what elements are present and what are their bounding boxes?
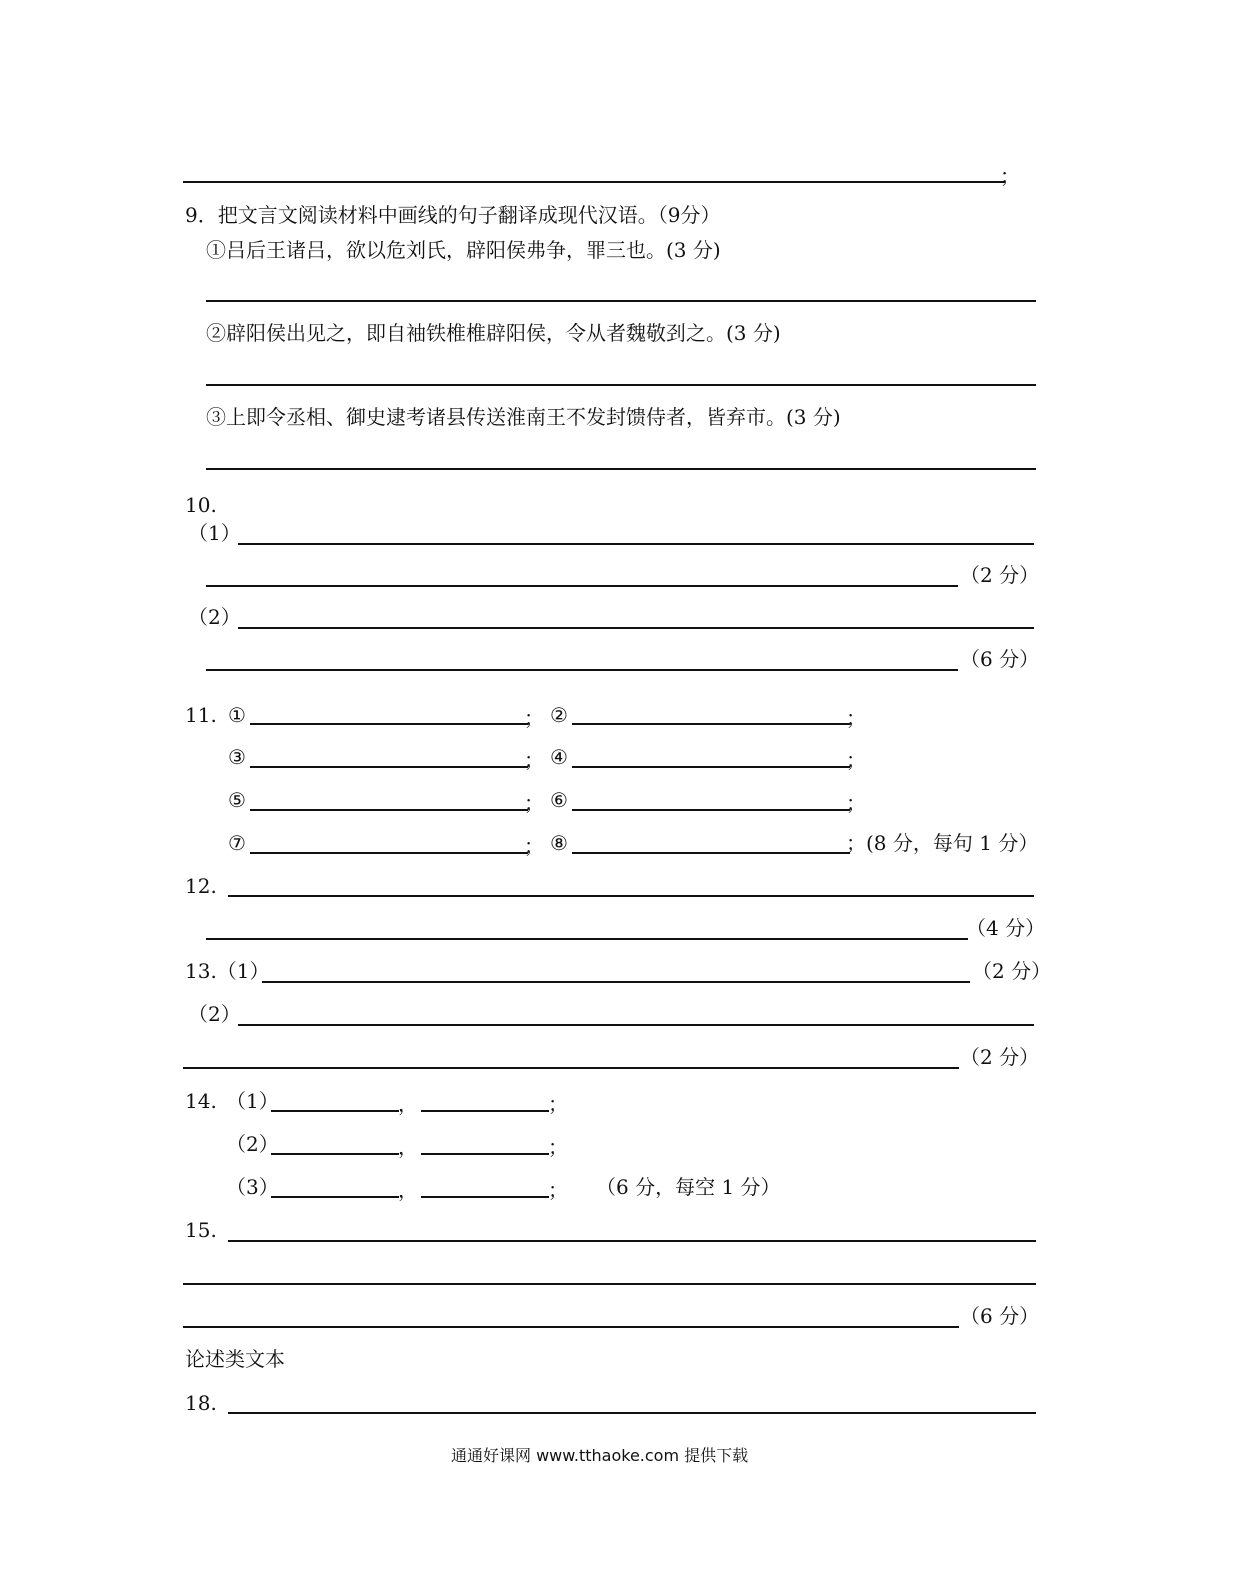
q14-blank-3b[interactable] <box>421 1196 549 1198</box>
q11-blank-2[interactable] <box>572 723 850 725</box>
q14-score-note: （6 分，每空 1 分） <box>596 1175 781 1199</box>
q11-blank-4[interactable] <box>572 766 850 768</box>
q11-blank-3[interactable] <box>250 766 528 768</box>
q11-mark-7: ⑦ <box>228 831 246 855</box>
q14-comma-2: ， <box>398 1135 418 1159</box>
q15-line-a[interactable] <box>228 1240 1036 1242</box>
q10-part-1-line-a[interactable] <box>238 543 1034 545</box>
q9-sentence-2: ②辟阳侯出见之，即自袖铁椎椎辟阳侯，令从者魏敬刭之。(3 分) <box>206 321 781 345</box>
q9-sentence-3: ③上即令丞相、御史逮考诸县传送淮南王不发封馈侍者，皆弃市。(3 分) <box>206 405 841 429</box>
q10-part-2-label: （2） <box>188 605 241 629</box>
q14-part-1-label: （1） <box>226 1089 279 1113</box>
q10-part-2-line-b[interactable] <box>206 669 958 671</box>
q15-line-c[interactable] <box>183 1326 959 1328</box>
q12-line-b[interactable] <box>206 938 968 940</box>
q10-part-1-score: （2 分） <box>960 563 1040 587</box>
q11-mark-3: ③ <box>228 745 246 769</box>
q18-line-a[interactable] <box>228 1412 1036 1414</box>
q10-part-2-score: （6 分） <box>960 647 1040 671</box>
q11-sep-1: ； <box>524 706 544 730</box>
q11-score-note: ；(8 分，每句 1 分） <box>846 831 1039 855</box>
q10-number: 10. <box>185 493 217 517</box>
q11-mark-4: ④ <box>550 745 568 769</box>
q13-part-1-score: （2 分） <box>972 959 1052 983</box>
q15-line-b[interactable] <box>183 1283 1036 1285</box>
answer-line-top[interactable] <box>183 181 1005 183</box>
q14-blank-2b[interactable] <box>421 1153 549 1155</box>
q14-semi-3: ； <box>548 1178 568 1202</box>
q14-part-2-label: （2） <box>226 1132 279 1156</box>
q11-mark-6: ⑥ <box>550 788 568 812</box>
q14-part-3-label: （3） <box>226 1175 279 1199</box>
q9-answer-line-1[interactable] <box>206 300 1036 302</box>
q10-part-2-line-a[interactable] <box>238 627 1034 629</box>
q13-number: 13.（1） <box>185 959 270 983</box>
q11-blank-1[interactable] <box>250 723 528 725</box>
q15-number: 15. <box>185 1218 217 1242</box>
q10-part-1-label: （1） <box>188 521 241 545</box>
section-heading: 论述类文本 <box>185 1347 285 1371</box>
q14-comma-3: ， <box>398 1178 418 1202</box>
q14-semi-1: ； <box>548 1092 568 1116</box>
q13-part-2-line-b[interactable] <box>183 1067 959 1069</box>
q9-answer-line-2[interactable] <box>206 384 1036 386</box>
q15-score: （6 分） <box>960 1304 1040 1328</box>
q14-blank-2a[interactable] <box>271 1153 399 1155</box>
q11-blank-7[interactable] <box>250 852 528 854</box>
q14-blank-3a[interactable] <box>271 1196 399 1198</box>
q11-sep-6: ； <box>846 791 866 815</box>
q14-semi-2: ； <box>548 1135 568 1159</box>
q11-blank-8[interactable] <box>572 852 850 854</box>
q13-part-1-line[interactable] <box>262 981 970 983</box>
q12-line-a[interactable] <box>228 895 1034 897</box>
q14-blank-1b[interactable] <box>421 1110 549 1112</box>
q12-score: （4 分） <box>966 916 1046 940</box>
q14-comma-1: ， <box>398 1092 418 1116</box>
q11-mark-2: ② <box>550 703 568 727</box>
q9-title: 9．把文言文阅读材料中画线的句子翻译成现代汉语。（9分） <box>185 203 721 227</box>
q9-answer-line-3[interactable] <box>206 468 1036 470</box>
q11-blank-6[interactable] <box>572 809 850 811</box>
q9-sentence-1: ①吕后王诸吕，欲以危刘氏，辟阳侯弗争，罪三也。(3 分) <box>206 238 721 262</box>
page-footer: 通通好课网 www.tthaoke.com 提供下载 <box>451 1446 749 1465</box>
q18-number: 18. <box>185 1391 217 1415</box>
q13-part-2-label: （2） <box>188 1002 241 1026</box>
q14-number: 14. <box>185 1089 217 1113</box>
q11-sep-2: ； <box>846 706 866 730</box>
q11-sep-7: ； <box>524 834 544 858</box>
q11-mark-8: ⑧ <box>550 831 568 855</box>
q12-number: 12. <box>185 874 217 898</box>
q11-mark-1: ① <box>228 703 246 727</box>
q11-sep-4: ； <box>846 748 866 772</box>
q11-sep-5: ； <box>524 791 544 815</box>
q11-number: 11. <box>185 703 217 727</box>
q11-blank-5[interactable] <box>250 809 528 811</box>
q14-blank-1a[interactable] <box>271 1110 399 1112</box>
q11-mark-5: ⑤ <box>228 788 246 812</box>
q13-part-2-score: （2 分） <box>960 1045 1040 1069</box>
q13-part-2-line-a[interactable] <box>238 1024 1034 1026</box>
top-line-end: ； <box>1000 164 1020 188</box>
q10-part-1-line-b[interactable] <box>206 585 958 587</box>
q11-sep-3: ； <box>524 748 544 772</box>
